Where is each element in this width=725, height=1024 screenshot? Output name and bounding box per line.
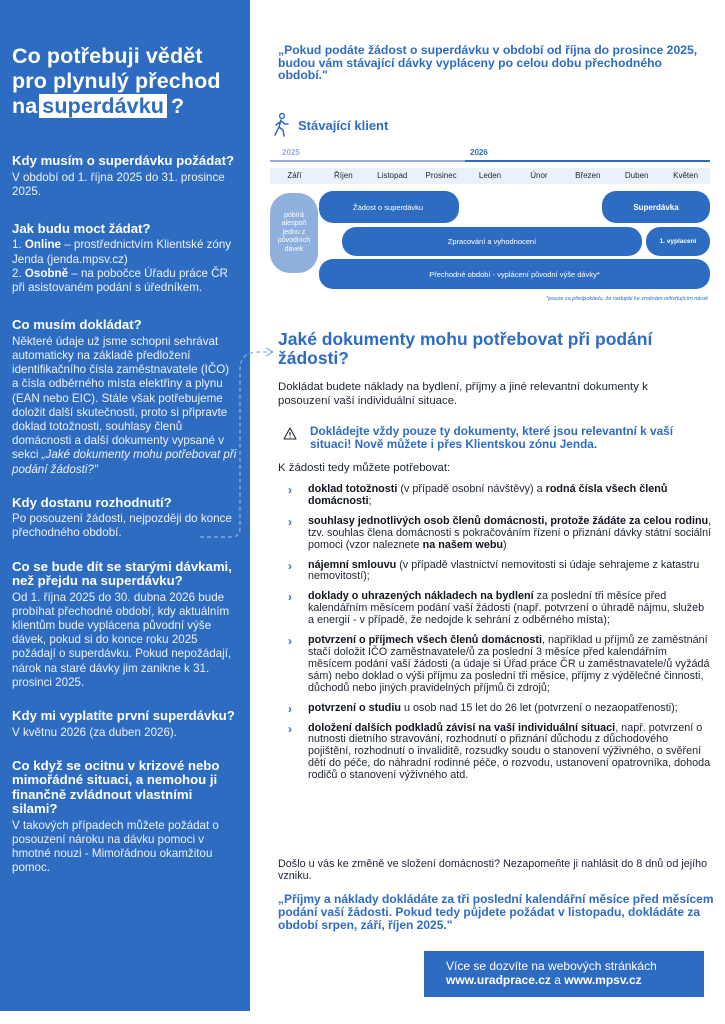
documents-heading: Jaké dokumenty mohu potřebovat při podání žádosti?: [278, 329, 653, 368]
chevron-right-icon: ›: [288, 558, 292, 573]
faq-question: Co se bude dít se starými dávkami, než přejdu na superdávku?: [12, 558, 232, 589]
bar-superdavka: Superdávka: [602, 191, 710, 223]
item-text: (v případě osobní návštěvy) a: [397, 483, 546, 495]
warning-box: [283, 425, 713, 450]
sidebar-panel: [0, 0, 250, 1011]
chevron-right-icon: ›: [288, 721, 292, 736]
client-label: Stávající klient: [298, 117, 389, 133]
chevron-right-icon: ›: [288, 634, 292, 649]
faq-answer: Od 1. října 2025 do 30. dubna 2026 bude probíhat přechodné období, kdy aktuálním klientům bude vyplácena původní výše dávek, pokud si do konce roku 2025 požádají o superdávku. Pokud nepožádají, nárok na staré dávky jim zanikne k 31. prosinci 2025.: [12, 590, 232, 689]
chevron-right-icon: ›: [288, 590, 292, 605]
more-info-box: [424, 951, 704, 997]
faq-question: Co když se ocitnu v krizové nebo mimořádné situaci, a nemohou ji finančně zvládnout vlastními silami?: [12, 757, 220, 817]
faq-question: Kdy dostanu rozhodnutí?: [12, 494, 172, 510]
faq-answer: Po posouzení žádosti, nejpozději do konce přechodného období.: [12, 512, 232, 540]
item-bold: potvrzení o příjmech všech členů domácnosti: [308, 634, 542, 647]
warning-icon: [283, 427, 297, 440]
web-link[interactable]: na našem webu: [422, 538, 504, 551]
bar-processing: Zpracování a vyhodnocení: [342, 227, 642, 256]
faq-question: Co musím dokládat?: [12, 317, 142, 333]
more-info-text: Více se dozvíte na webových stránkách: [446, 959, 657, 973]
section-reference-link[interactable]: „Jaké dokumenty mohu potřebovat při podání žádosti?": [12, 448, 237, 476]
list-number: 2.: [12, 266, 22, 280]
timeline: [270, 148, 710, 313]
month-label: Únor: [530, 171, 548, 180]
list-number: 1.: [12, 238, 22, 252]
item-text: u osob nad 15 let do 26 let (potvrzení o nezaopatřenosti);: [400, 701, 678, 714]
faq-answer: [12, 238, 238, 295]
year-2026-line: [465, 160, 710, 162]
documents-lead: K žádosti tedy můžete potřebovat:: [278, 462, 451, 474]
list-item: [288, 703, 713, 715]
faq-answer: [12, 335, 238, 477]
item-bold: souhlasy jednotlivých osob členů domácnosti, protože žádáte za celou rodinu: [308, 514, 709, 527]
bar-application: Žádost o superdávku: [319, 191, 459, 223]
list-item: [288, 591, 713, 627]
faq-answer: V období od 1. října 2025 do 31. prosince 2025.: [12, 170, 225, 198]
faq-first-payment: [12, 709, 238, 740]
bar-receiving-benefits: pobírá alespoň jednu z původních dávek: [270, 193, 318, 273]
faq-question: Kdy mi vyplatíte první superdávku?: [12, 708, 235, 724]
item-bold: doklad totožnosti: [308, 483, 398, 495]
walking-person-icon: [270, 113, 292, 137]
link-mpsv[interactable]: www.mpsv.cz: [564, 973, 642, 987]
faq-when-apply: [12, 154, 238, 199]
sidebar-title-text: Co potřebuji vědět pro plynulý přechod na: [12, 44, 221, 118]
item-text: za poslední tři měsíce před kalendářním měsícem podání vaší žádosti (např. potvrzení o úhradě nájmu, služeb a energií - v případě, že nedojde k sehrání z odběrného místa);: [308, 590, 705, 627]
documents-intro: Dokládat budete náklady na bydlení, příjmy a jiné relevantní dokumenty k posouzení vaší individuální situace.: [278, 381, 648, 408]
item-bold: doklady o uhrazených nákladech na bydlení: [308, 590, 534, 603]
list-item: [288, 560, 713, 584]
item-text: ): [503, 538, 507, 551]
existing-client-header: [270, 113, 388, 137]
link-uradprace[interactable]: www.uradprace.cz: [446, 973, 551, 987]
month-label: Leden: [478, 171, 502, 180]
faq-question: Kdy musím o superdávku požádat?: [12, 153, 235, 168]
quote-top: „Pokud podáte žádost o superdávku v období od října do prosince 2025, budou vám stávající dávky vypláceny po celou dobu přechodného období.": [278, 43, 698, 83]
chevron-right-icon: ›: [288, 483, 292, 497]
item-text: (v případě vlastnictví nemovitosti si údaje sehrajeme z katastru nemovitostí);: [308, 558, 700, 583]
quote-bottom: „Příjmy a náklady dokládáte za tři poslední kalendářní měsíce před měsícem podání vaší žádosti. Pokud tedy půjdete požádat v listopadu, dokládáte za období srpen, září, říjen 2025.": [278, 892, 714, 932]
chevron-right-icon: ›: [288, 514, 292, 529]
list-item: [288, 484, 713, 508]
item-bold: doložení dalších podkladů závisí na vaší individuální situaci: [308, 721, 616, 734]
faq-answer-text: Některé údaje už jsme schopni sehrávat automaticky na základě předložení identifikačního čísla zaměstnavatele (IČO) a čísla odběrného místa elektřiny a plynu (EAN nebo EIC). Stále však potřebujeme doložit další skutečnosti, proto si připravte doklad totožnosti, souhlasy členů domácnosti a další dokumenty vypsané v sekci: [12, 334, 230, 462]
item-bold: nájemní smlouvu: [308, 558, 397, 571]
change-notice: Došlo u vás ke změně ve složení domácnosti? Nezapomeňte ji nahlásit do 8 dnů od jejího vzniku.: [278, 858, 708, 883]
list-item: [288, 635, 713, 695]
list-item: [288, 516, 713, 552]
year-2025: 2025: [282, 148, 300, 157]
month-label: Květen: [673, 171, 699, 180]
item-text: ;: [368, 494, 372, 507]
faq-question: Jak budu moct žádat?: [12, 220, 151, 236]
month-label: Duben: [624, 171, 649, 180]
month-label: Březen: [575, 171, 601, 180]
option-personal: Osobně: [24, 266, 69, 280]
option-personal-text: – na pobočce Úřadu práce ČR při asistovaném podání s úředníkem.: [12, 266, 228, 295]
bar-transition-period: Přechodné období - vyplácení původní výše dávky*: [319, 259, 710, 289]
sidebar-title-highlight: superdávku: [39, 94, 167, 118]
item-text: , tzv. souhlas člena domácnosti s pokračováním řízení o přiznání dávky státní sociální pomoci (vzor naleznete: [308, 514, 712, 551]
more-info-conjunction: a: [550, 973, 565, 987]
chevron-right-icon: ›: [288, 701, 292, 716]
item-text: , např. potvrzení o nutnosti dietního stravování, rozhodnutí o přiznání důchodu z důchodového pojištění, rozhodnutí o invaliditě, rozsudky soudu o stanovení výživného, o svěření dětí do péče, do náhradní rodinné péče, o rozvodu, ustanovení opatrovníka, dohoda rodičů o stanovení výživného atd.: [308, 721, 711, 782]
faq-what-document: [12, 318, 238, 477]
year-2025-line: [270, 160, 465, 162]
item-bold: rodná čísla všech členů domácnosti: [308, 483, 668, 507]
main-content: [258, 0, 725, 1024]
timeline-footnote: *pouze za předpokladu, že nedojde ke změnám ovlivňujícím nárok: [546, 296, 708, 302]
documents-list: [288, 484, 713, 790]
sidebar-title-question-mark: ?: [170, 94, 185, 118]
month-label: Říjen: [333, 171, 353, 180]
faq-answer: V takových případech můžete požádat o posouzení nároku na dávku pomoci v hmotné nouzi - Mimořádnou okamžitou pomoc.: [12, 818, 219, 875]
option-online-text: – prostřednictvím Klientské zóny Jenda (jenda.mpsv.cz): [12, 238, 232, 266]
faq-when-decision: [12, 496, 238, 541]
year-2026: 2026: [470, 148, 488, 157]
month-row: [270, 168, 710, 184]
sidebar-title: [12, 44, 238, 119]
faq-old-benefits: [12, 560, 238, 690]
item-bold: potvrzení o studiu: [308, 701, 401, 714]
faq-answer: V květnu 2026 (za duben 2026).: [12, 725, 178, 739]
warning-text: Dokládejte vždy pouze ty dokumenty, které jsou relevantní k vaší situaci! Nově můžete i přes Klientskou zónu Jenda.: [310, 424, 673, 451]
month-label: Listopad: [377, 171, 408, 180]
faq-how-apply: [12, 222, 238, 295]
faq-crisis: [12, 759, 238, 876]
bar-first-payment: 1. vyplacení: [646, 227, 710, 256]
item-text: , například u příjmů ze zaměstnání stačí doložit IČO zaměstnavatele/ů za poslední 3 měsíce před kalendářním měsícem podání vaší žádosti (a údaje si Úřad práce ČR u zaměstnavatele/ů vyžádá sám) nebo doklad o výši příjmu za poslední tři měsíce, příjmy z výdělečné činnosti, důchodů nebo jiných pravidelných příjmů či zdrojů;: [308, 634, 710, 694]
month-label: Prosinec: [425, 171, 457, 180]
list-item: [288, 723, 713, 783]
month-label: Září: [287, 171, 302, 180]
option-online: Online: [24, 238, 61, 252]
